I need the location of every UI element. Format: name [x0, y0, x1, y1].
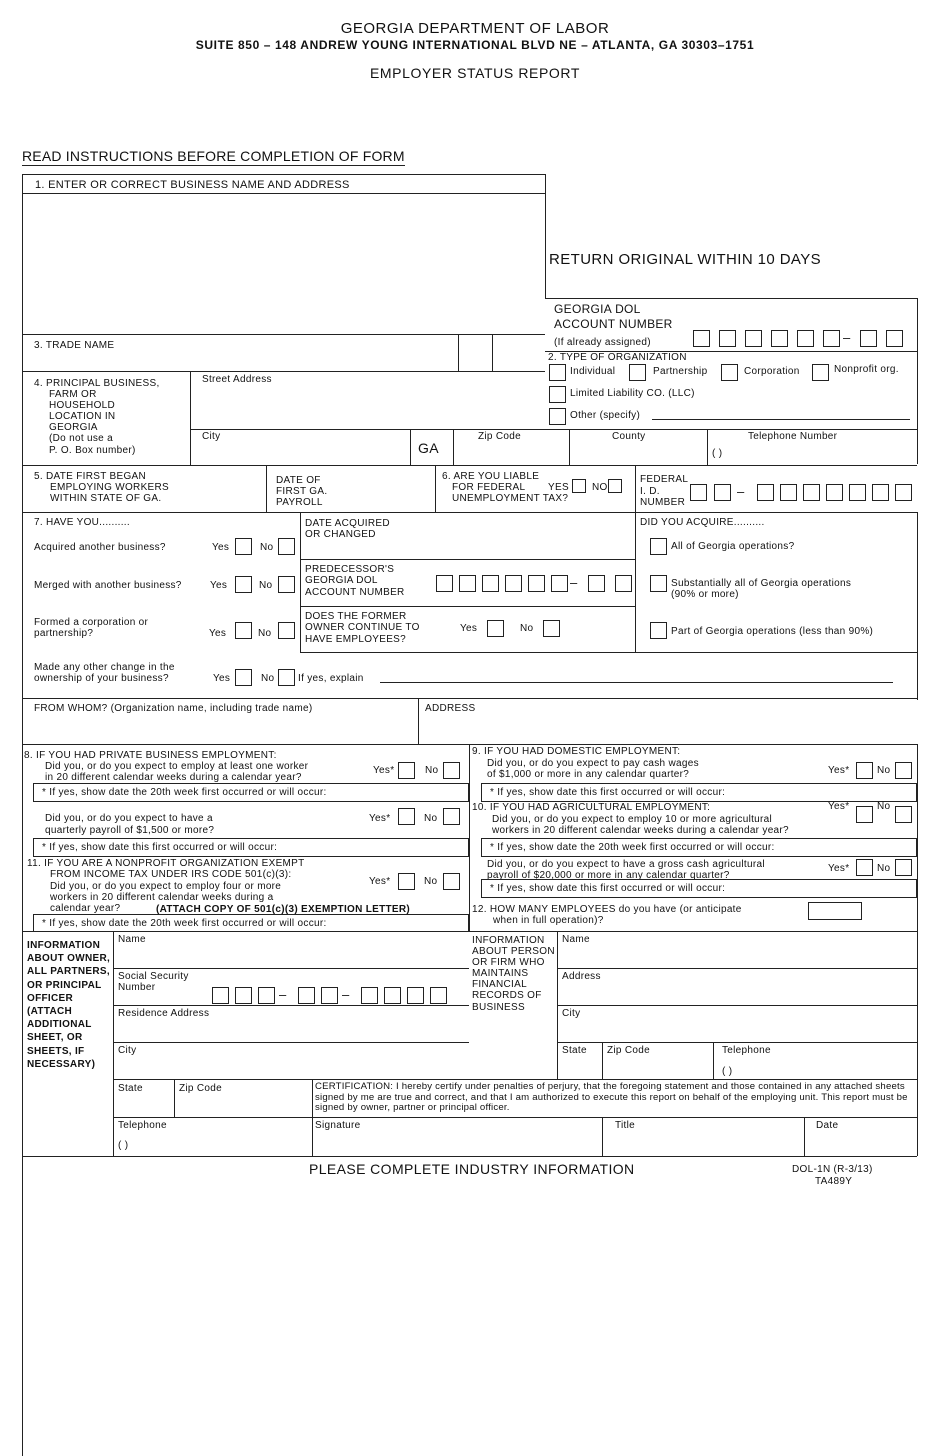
- section-1-label: 1. ENTER OR CORRECT BUSINESS NAME AND ADDRESS: [35, 179, 350, 191]
- owner-residence-field[interactable]: [115, 1020, 467, 1040]
- industry-info-notice: PLEASE COMPLETE INDUSTRY INFORMATION: [309, 1161, 635, 1177]
- fein-label-1: FEDERAL: [640, 474, 689, 485]
- owner-state-label: State: [118, 1083, 143, 1094]
- ssn-digit-4[interactable]: [298, 987, 315, 1004]
- s10-q2-line1: Did you, or do you expect to have a gross cash agricultural: [487, 859, 765, 870]
- org-individual-checkbox[interactable]: [549, 364, 566, 381]
- location-label-3: HOUSEHOLD: [49, 400, 116, 411]
- s8-q2-no-label: No: [424, 813, 438, 824]
- futa-label-1: 6. ARE YOU LIABLE: [442, 471, 540, 482]
- date-label: Date: [816, 1120, 839, 1131]
- org-other-checkbox[interactable]: [549, 408, 566, 425]
- org-type-label: 2. TYPE OF ORGANIZATION: [548, 352, 687, 363]
- date-field[interactable]: [807, 1132, 915, 1154]
- business-name-address-field[interactable]: [24, 195, 543, 333]
- owner-telephone-field[interactable]: ( ): [118, 1140, 129, 1151]
- s9-note: * If yes, show date this first occurred or will occur:: [490, 787, 726, 798]
- formed-corp-question-1: Formed a corporation or: [34, 617, 149, 628]
- predecessor-digit-6[interactable]: [551, 575, 568, 592]
- acquired-yes-checkbox[interactable]: [235, 538, 252, 555]
- owner-name-label: Name: [118, 934, 146, 945]
- futa-no-label: NO: [592, 482, 608, 493]
- s9-no-checkbox[interactable]: [895, 762, 912, 779]
- org-corporation-label: Corporation: [744, 366, 800, 377]
- records-city-field[interactable]: [560, 1020, 915, 1040]
- predecessor-digit-3[interactable]: [482, 575, 499, 592]
- s11-attach-note: (ATTACH COPY OF 501(c)(3) EXEMPTION LETTER): [156, 904, 411, 915]
- dol-account-label-2: ACCOUNT NUMBER: [554, 317, 673, 331]
- s10-q2-yes-checkbox[interactable]: [856, 859, 873, 876]
- records-name-field[interactable]: [560, 946, 915, 966]
- location-label-5: GEORGIA: [49, 422, 98, 433]
- owner-telephone-label: Telephone: [118, 1120, 167, 1131]
- s8-q2-yes-checkbox[interactable]: [398, 808, 415, 825]
- s11-line5: calendar year?: [50, 903, 121, 914]
- s8-q1-line2: in 20 different calendar weeks during a calendar year?: [45, 772, 302, 783]
- ssn-digit-8[interactable]: [407, 987, 424, 1004]
- date-began-label-1: 5. DATE FIRST BEGAN: [34, 471, 147, 482]
- s8-q1-yes-checkbox[interactable]: [398, 762, 415, 779]
- instructions-heading: READ INSTRUCTIONS BEFORE COMPLETION OF FORM: [22, 148, 405, 164]
- did-you-acquire-label: DID YOU ACQUIRE..........: [640, 517, 765, 528]
- predecessor-digit-5[interactable]: [528, 575, 545, 592]
- s8-q1-line1: Did you, or do you expect to employ at least one worker: [45, 761, 309, 772]
- s10-q2-yes-label: Yes*: [828, 863, 850, 874]
- change-yes-label: Yes: [213, 673, 231, 684]
- s10-q1-line1: Did you, or do you expect to employ 10 or more agricultural: [492, 814, 773, 825]
- first-payroll-label-2: FIRST GA.: [276, 486, 328, 497]
- s8-note-1: * If yes, show date the 20th week first occurred or will occur:: [42, 787, 327, 798]
- s10-q1-no-checkbox[interactable]: [895, 806, 912, 823]
- owner-zip-field[interactable]: [177, 1095, 309, 1115]
- s10-q2-no-label: No: [877, 863, 891, 874]
- futa-no-checkbox[interactable]: [608, 479, 622, 493]
- s10-q2-no-checkbox[interactable]: [895, 859, 912, 876]
- state-ga: GA: [418, 440, 439, 456]
- formed-no-label: No: [258, 628, 272, 639]
- date-began-label-3: WITHIN STATE OF GA.: [50, 493, 162, 504]
- ssn-digit-5[interactable]: [321, 987, 338, 1004]
- predecessor-digit-8[interactable]: [615, 575, 632, 592]
- org-partnership-checkbox[interactable]: [629, 364, 646, 381]
- s11-note: * If yes, show date the 20th week first occurred or will occur:: [42, 918, 327, 929]
- predecessor-label-3: ACCOUNT NUMBER: [305, 587, 405, 598]
- trade-name-field[interactable]: [24, 352, 456, 370]
- certification-text: CERTIFICATION: I hereby certify under penalties of perjury, that the foregoing statement and those contained in any attached sheets signed by me are true and correct, and that I am authorized to execute this report on behalf of the employing unit. This report must be signed by owner, partner or principal officer.: [315, 1081, 908, 1114]
- agency-address: SUITE 850 – 148 ANDREW YOUNG INTERNATIONAL BLVD NE – ATLANTA, GA 30303–1751: [195, 38, 755, 52]
- s11-no-label: No: [424, 876, 438, 887]
- from-whom-field[interactable]: [24, 716, 414, 742]
- fein-digit-4[interactable]: [780, 484, 797, 501]
- acquire-substantially-label-1: Substantially all of Georgia operations: [671, 578, 852, 589]
- merged-yes-label: Yes: [210, 580, 228, 591]
- owner-ssn-label-1: Social Security: [118, 971, 189, 982]
- records-telephone-field[interactable]: ( ): [722, 1066, 733, 1077]
- futa-yes-label: YES: [548, 482, 569, 493]
- org-nonprofit-checkbox[interactable]: [812, 364, 829, 381]
- predecessor-digit-1[interactable]: [436, 575, 453, 592]
- ssn-dash-2: –: [342, 987, 350, 1002]
- city-label: City: [202, 431, 221, 442]
- s9-q-line2: of $1,000 or more in any calendar quarter?: [487, 769, 690, 780]
- s9-no-label: No: [877, 765, 891, 776]
- telephone-field[interactable]: ( ): [712, 448, 723, 459]
- s8-note-2: * If yes, show date this first occurred or will occur:: [42, 842, 278, 853]
- fein-digit-2[interactable]: [714, 484, 731, 501]
- acquired-yes-label: Yes: [212, 542, 230, 553]
- s8-q2-no-checkbox[interactable]: [443, 808, 460, 825]
- ssn-digit-9[interactable]: [430, 987, 447, 1004]
- org-other-specify-field[interactable]: [652, 419, 910, 420]
- county-label: County: [612, 431, 646, 442]
- dol-account-digit-3[interactable]: [745, 330, 762, 347]
- s10-q1-yes-label: Yes*: [828, 801, 850, 812]
- employee-count-field[interactable]: [808, 902, 862, 920]
- predecessor-digit-7[interactable]: [588, 575, 605, 592]
- former-yes-checkbox[interactable]: [487, 620, 504, 637]
- org-corporation-checkbox[interactable]: [721, 364, 738, 381]
- s10-note-2: * If yes, show date this first occurred or will occur:: [490, 883, 726, 894]
- acquired-no-checkbox[interactable]: [278, 538, 295, 555]
- fein-digit-8[interactable]: [872, 484, 889, 501]
- s10-q1-yes-checkbox[interactable]: [856, 806, 873, 823]
- s10-label: 10. IF YOU HAD AGRICULTURAL EMPLOYMENT:: [472, 802, 711, 813]
- formed-yes-label: Yes: [209, 628, 227, 639]
- have-you-label: 7. HAVE YOU..........: [34, 517, 130, 528]
- s8-q2-line1: Did you, or do you expect to have a: [45, 813, 213, 824]
- street-address-label: Street Address: [202, 374, 272, 385]
- org-partnership-label: Partnership: [653, 366, 708, 377]
- owner-city-field[interactable]: [115, 1057, 467, 1077]
- acquire-all-label: All of Georgia operations?: [671, 541, 795, 552]
- predecessor-digit-2[interactable]: [459, 575, 476, 592]
- fein-digit-1[interactable]: [690, 484, 707, 501]
- other-change-question-1: Made any other change in the: [34, 662, 175, 673]
- owner-city-label: City: [118, 1045, 137, 1056]
- form-title: EMPLOYER STATUS REPORT: [369, 65, 580, 81]
- s10-q1-line2: workers in 20 different calendar weeks during a calendar year?: [492, 825, 789, 836]
- owner-name-field[interactable]: [115, 946, 467, 966]
- change-yes-checkbox[interactable]: [235, 669, 252, 686]
- from-whom-address-field[interactable]: [421, 716, 915, 742]
- owner-state-field[interactable]: [115, 1095, 171, 1115]
- dol-account-dash: –: [843, 330, 851, 345]
- formed-yes-checkbox[interactable]: [235, 622, 252, 639]
- ssn-digit-2[interactable]: [235, 987, 252, 1004]
- records-name-label: Name: [562, 934, 590, 945]
- return-notice: RETURN ORIGINAL WITHIN 10 DAYS: [549, 251, 822, 268]
- acquired-no-label: No: [260, 542, 274, 553]
- fein-digit-7[interactable]: [849, 484, 866, 501]
- org-other-label: Other (specify): [570, 410, 641, 421]
- formed-corp-question-2: partnership?: [34, 628, 94, 639]
- trade-name-label: 3. TRADE NAME: [34, 340, 115, 351]
- acquire-substantially-label-2: (90% or more): [671, 589, 739, 600]
- owner-zip-label: Zip Code: [179, 1083, 222, 1094]
- s11-line3: Did you, or do you expect to employ four or more: [50, 881, 282, 892]
- futa-label-2: FOR FEDERAL: [452, 482, 526, 493]
- s11-line1: 11. IF YOU ARE A NONPROFIT ORGANIZATION EXEMPT: [27, 858, 305, 869]
- dol-account-label-3: (If already assigned): [554, 337, 651, 348]
- records-zip-label: Zip Code: [607, 1045, 650, 1056]
- signature-field[interactable]: [315, 1132, 599, 1154]
- former-owner-label-3: HAVE EMPLOYEES?: [305, 634, 407, 645]
- s9-yes-label: Yes*: [828, 765, 850, 776]
- date-acquired-label-2: OR CHANGED: [305, 529, 376, 540]
- fein-digit-6[interactable]: [826, 484, 843, 501]
- records-telephone-label: Telephone: [722, 1045, 771, 1056]
- dol-account-label-1: GEORGIA DOL: [554, 302, 641, 316]
- s11-line2: FROM INCOME TAX UNDER IRS CODE 501(c)(3):: [50, 869, 292, 880]
- s8-q1-no-label: No: [425, 765, 439, 776]
- date-began-label-2: EMPLOYING WORKERS: [50, 482, 170, 493]
- s12-line2: when in full operation)?: [493, 915, 604, 926]
- dol-account-digit-7[interactable]: [860, 330, 877, 347]
- dol-account-digit-4[interactable]: [771, 330, 788, 347]
- explain-label: If yes, explain: [298, 673, 364, 684]
- telephone-label: Telephone Number: [748, 431, 838, 442]
- location-label-7: P. O. Box number): [49, 445, 136, 456]
- street-address-field[interactable]: [192, 386, 542, 426]
- merged-no-label: No: [259, 580, 273, 591]
- location-label-2: FARM OR: [49, 389, 97, 400]
- former-owner-label-2: OWNER CONTINUE TO: [305, 622, 420, 633]
- predecessor-label-1: PREDECESSOR'S: [305, 564, 395, 575]
- former-owner-label-1: DOES THE FORMER: [305, 611, 407, 622]
- s10-q2-line2: payroll of $20,000 or more in any calendar quarter?: [487, 870, 730, 881]
- explain-field[interactable]: [380, 682, 893, 683]
- s11-no-checkbox[interactable]: [443, 873, 460, 890]
- s9-yes-checkbox[interactable]: [856, 762, 873, 779]
- form-code: TA489Y: [815, 1176, 853, 1187]
- formed-no-checkbox[interactable]: [278, 622, 295, 639]
- acquire-all-checkbox[interactable]: [650, 538, 667, 555]
- ssn-digit-7[interactable]: [384, 987, 401, 1004]
- org-llc-checkbox[interactable]: [549, 386, 566, 403]
- fein-label-2: I. D.: [640, 486, 660, 497]
- dol-account-digit-1[interactable]: [693, 330, 710, 347]
- zip-label: Zip Code: [478, 431, 521, 442]
- change-no-label: No: [261, 673, 275, 684]
- merged-business-question: Merged with another business?: [34, 580, 182, 591]
- ssn-digit-1[interactable]: [212, 987, 229, 1004]
- merged-no-checkbox[interactable]: [278, 576, 295, 593]
- ssn-digit-6[interactable]: [361, 987, 378, 1004]
- records-info-sidebar: INFORMATION ABOUT PERSON OR FIRM WHO MAINTAINS FINANCIAL RECORDS OF BUSINESS: [472, 935, 555, 1013]
- owner-residence-label: Residence Address: [118, 1008, 210, 1019]
- s8-q2-line2: quarterly payroll of $1,500 or more?: [45, 825, 215, 836]
- other-change-question-2: ownership of your business?: [34, 673, 169, 684]
- county-field[interactable]: [572, 443, 704, 463]
- former-yes-label: Yes: [460, 623, 478, 634]
- owner-info-sidebar: INFORMATION ABOUT OWNER, ALL PARTNERS, OR PRINCIPAL OFFICER (ATTACH ADDITIONAL SHEET, OR SHEETS, IF NECESSARY): [27, 940, 111, 1070]
- agency-name: GEORGIA DEPARTMENT OF LABOR: [340, 20, 610, 37]
- records-address-field[interactable]: [560, 983, 915, 1003]
- dol-account-digit-6[interactable]: [823, 330, 840, 347]
- s8-q2-yes-label: Yes*: [369, 813, 391, 824]
- acquired-business-question: Acquired another business?: [34, 542, 166, 553]
- fein-label-3: NUMBER: [640, 497, 686, 508]
- futa-yes-checkbox[interactable]: [572, 479, 586, 493]
- records-address-label: Address: [562, 971, 601, 982]
- fein-digit-3[interactable]: [757, 484, 774, 501]
- from-whom-address-label: ADDRESS: [425, 703, 476, 714]
- zip-field[interactable]: [456, 443, 566, 463]
- form-number: DOL-1N (R-3/13): [792, 1164, 873, 1175]
- s9-q-line1: Did you, or do you expect to pay cash wages: [487, 758, 699, 769]
- predecessor-dash: –: [570, 575, 578, 590]
- s12-line1: 12. HOW MANY EMPLOYEES do you have (or anticipate: [472, 904, 742, 915]
- s8-q1-no-checkbox[interactable]: [443, 762, 460, 779]
- dol-account-digit-8[interactable]: [886, 330, 903, 347]
- s11-yes-checkbox[interactable]: [398, 873, 415, 890]
- fein-digit-5[interactable]: [803, 484, 820, 501]
- s10-q1-no-label: No: [877, 801, 891, 812]
- s8-label: 8. IF YOU HAD PRIVATE BUSINESS EMPLOYMENT:: [24, 750, 277, 761]
- acquire-substantially-checkbox[interactable]: [650, 575, 667, 592]
- predecessor-digit-4[interactable]: [505, 575, 522, 592]
- first-payroll-label-1: DATE OF: [276, 475, 321, 486]
- org-nonprofit-label: Nonprofit org.: [834, 364, 899, 375]
- s9-label: 9. IF YOU HAD DOMESTIC EMPLOYMENT:: [472, 746, 681, 757]
- location-label-6: (Do not use a: [49, 433, 113, 444]
- ssn-dash-1: –: [279, 987, 287, 1002]
- s10-note-1: * If yes, show date the 20th week first occurred or will occur:: [490, 842, 775, 853]
- city-field[interactable]: [192, 443, 407, 463]
- records-city-label: City: [562, 1008, 581, 1019]
- s11-yes-label: Yes*: [369, 876, 391, 887]
- former-no-label: No: [520, 623, 534, 634]
- location-label-4: LOCATION IN: [49, 411, 116, 422]
- fein-digit-9[interactable]: [895, 484, 912, 501]
- date-acquired-label-1: DATE ACQUIRED: [305, 518, 390, 529]
- merged-yes-checkbox[interactable]: [235, 576, 252, 593]
- owner-ssn-label-2: Number: [118, 982, 156, 993]
- fein-dash: –: [737, 484, 745, 499]
- title-field[interactable]: [605, 1132, 800, 1154]
- records-state-label: State: [562, 1045, 587, 1056]
- title-label: Title: [615, 1120, 636, 1131]
- futa-label-3: UNEMPLOYMENT TAX?: [452, 493, 569, 504]
- first-payroll-label-3: PAYROLL: [276, 497, 323, 508]
- from-whom-label: FROM WHOM? (Organization name, including trade name): [34, 703, 313, 714]
- org-llc-label: Limited Liability CO. (LLC): [570, 388, 695, 399]
- s11-line4: workers in 20 different calendar weeks during a: [50, 892, 274, 903]
- dol-account-digit-2[interactable]: [719, 330, 736, 347]
- org-individual-label: Individual: [570, 366, 616, 377]
- predecessor-label-2: GEORGIA DOL: [305, 575, 378, 586]
- acquire-part-checkbox[interactable]: [650, 622, 667, 639]
- s8-q1-yes-label: Yes*: [373, 765, 395, 776]
- dol-account-digit-5[interactable]: [797, 330, 814, 347]
- ssn-digit-3[interactable]: [258, 987, 275, 1004]
- location-label-1: 4. PRINCIPAL BUSINESS,: [34, 378, 160, 389]
- acquire-part-label: Part of Georgia operations (less than 90%): [671, 626, 874, 637]
- change-no-checkbox[interactable]: [278, 669, 295, 686]
- former-no-checkbox[interactable]: [543, 620, 560, 637]
- signature-label: Signature: [315, 1120, 361, 1131]
